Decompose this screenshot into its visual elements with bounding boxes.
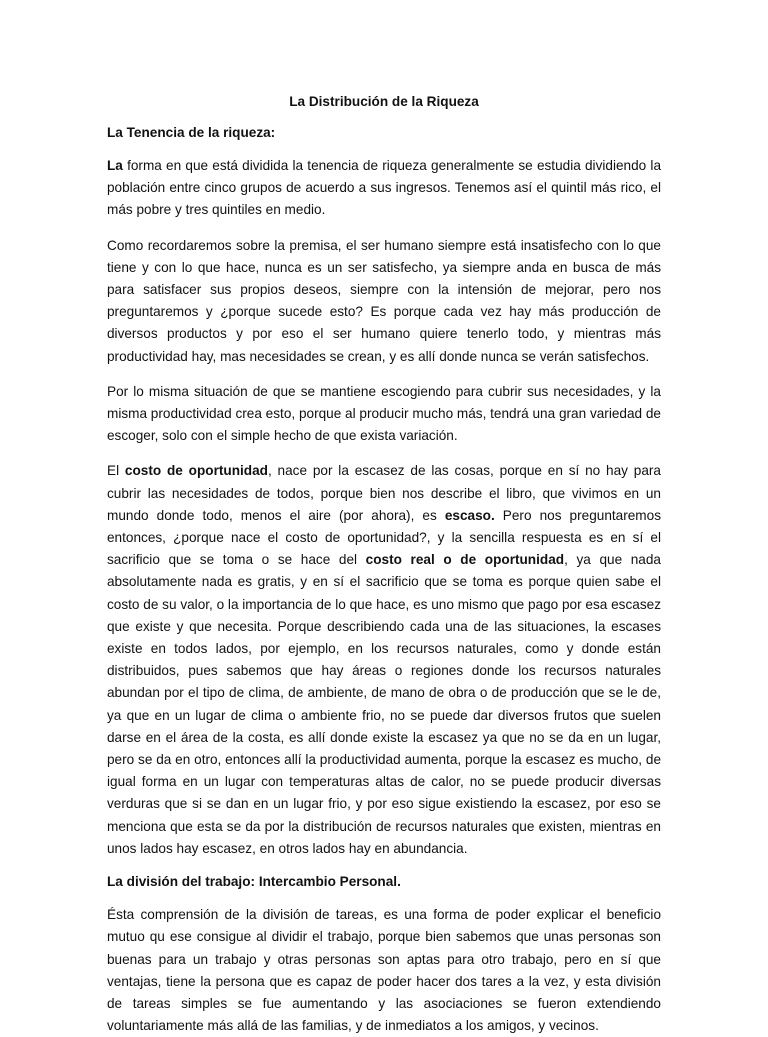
paragraph-text: forma en que está dividida la tenencia de riqueza generalmente se estudia dividiendo la población entre cinco grupos de acuerdo a sus ingresos. Tenemos así el quintil más rico, el más pobre y tres quintiles en medio. xyxy=(107,158,661,218)
paragraph-lead-word: La xyxy=(107,158,123,173)
paragraph-text: , ya que nada absolutamente nada es gratis, y en sí el sacrificio que se toma es porque quien sabe el costo de su valor, o la importancia de lo que hace, es uno mismo que pago por esa escasez que existe y que necesita. Porque describiendo cada una de las situaciones, la escases existe en todos lados, por ejemplo, en los recursos naturales, como y donde están distribuidos, pues sabemos que hay áreas o regiones donde los recursos naturales abundan por el tipo de clima, de ambiente, de mano de obra o de producción que se le de, ya que en un lugar de clima o ambiente frio, no se puede dar diversos frutos que suelen darse en el área de la costa, es allí donde existe la escasez ya que no se da en un lugar, pero se da en otro, entonces allí la productividad aumenta, porque la escasez es mucho, de igual forma en un lugar con temperaturas altas de calor, no se puede producir diversas verduras que si se dan en un lugar frio, y por eso sigue existiendo la escasez, por eso se menciona que esta se da por la distribución de recursos naturales que existen, mientras en unos lados hay escasez, en otros lados hay en abundancia. xyxy=(107,552,661,856)
paragraph-text: Pero nos preguntaremos entonces, ¿porque nace el costo de oportunidad?, y la sencilla respuesta es en sí el sacrificio que se toma o se hace del xyxy=(107,507,661,568)
paragraph-text: El xyxy=(107,463,125,479)
paragraph-costo-oportunidad xyxy=(107,460,661,860)
bold-term-costo-oportunidad: costo de oportunidad xyxy=(124,463,268,479)
section-heading-division-trabajo: La división del trabajo: Intercambio Personal. xyxy=(107,874,401,890)
paragraph-premisa: Como recordaremos sobre la premisa, el ser humano siempre está insatisfecho con lo que tiene y con lo que hace, nunca es un ser satisfecho, ya siempre anda en busca de más para satisfacer sus propios deseos, siempre con la intensión de mejorar, pero nos preguntaremos y ¿porque sucede esto? Es porque cada vez hay más producción de diversos productos y por eso el ser humano quiere tenerlo todo, y mientras más productividad hay, mas necesidades se crean, y es allí donde nunca se verán satisfechos. xyxy=(107,237,661,364)
section-heading-tenencia: La Tenencia de la riqueza: xyxy=(107,125,276,140)
document-title: La Distribución de la Riqueza xyxy=(289,94,479,109)
paragraph-situacion: Por lo misma situación de que se mantiene escogiendo para cubrir sus necesidades, y la misma productividad crea esto, porque al producir mucho más, tendrá una gran variedad de escoger, solo con el simple hecho de que exista variación. xyxy=(107,383,661,444)
bold-term-costo-real: costo real o de oportunidad xyxy=(365,552,565,568)
paragraph-division-tareas: Ésta comprensión de la división de tareas, es una forma de poder explicar el beneficio mutuo qu ese consigue al dividir el trabajo, porque bien sabemos que unas personas son buenas para un trabajo y otras personas son aptas para otro trabajo, pero en sí que ventajas, tiene la persona que es capaz de poder hacer dos tares a la vez, y esta división de tareas simples se fue aumentando y las asociaciones se fueron extendiendo voluntariamente más allá de las familias, y de inmediatos a los amigos, y vecinos. xyxy=(107,907,661,1034)
bold-term-escaso: escaso. xyxy=(444,507,495,523)
paragraph-text: , nace por la escasez de las cosas, porque en sí no hay para cubrir las necesidades de todos, porque bien nos describe el libro, que vivimos en un mundo donde todo, menos el aire (por ahora), es xyxy=(107,463,661,523)
paragraph-quintiles xyxy=(107,155,661,222)
